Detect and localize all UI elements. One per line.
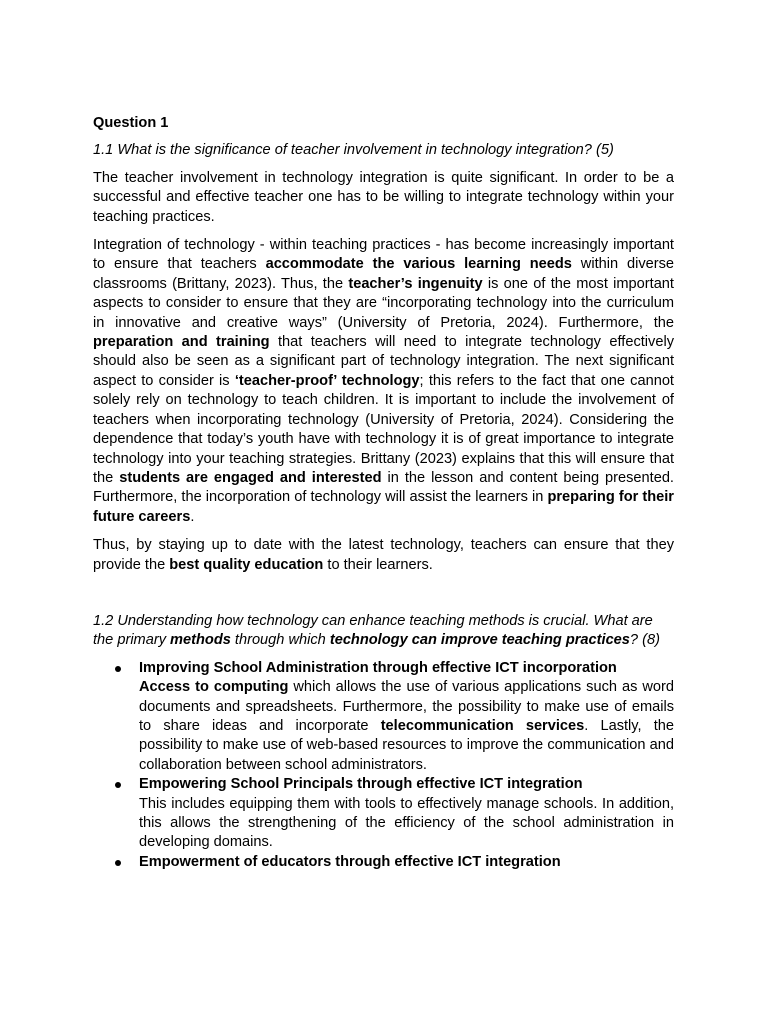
bold-text-run: teacher’s ingenuity	[348, 275, 483, 292]
text-run: which allows the use of various applications such as word documents and spreadsheets. Furthermore, the possibility to make use of emails to share ideas and incorporate	[139, 679, 674, 734]
methods-list	[93, 659, 674, 872]
paragraph-1: The teacher involvement in technology integration is quite significant. In order to be a successful and effective teacher one has to be willing to integrate technology within your teaching practices.	[93, 169, 674, 225]
bold-text-run: ‘teacher-proof’ technology	[234, 372, 420, 389]
list-item-body	[139, 795, 674, 853]
bold-text-run: Access to computing	[139, 679, 289, 696]
bold-text-run: technology can improve teaching practices	[329, 632, 630, 649]
text-run: in the lesson and content being presented. Furthermore, the incorporation of technology will assist the learners in	[93, 469, 674, 506]
list-item-title: Empowering School Principals through effective ICT integration	[139, 776, 583, 793]
text-run: ; this refers to the fact that one cannot solely rely on technology to teach children. It is important to include the involvement of teachers when incorporating technology (University of Pretoria, 2024). Considering the dependence that today’s youth have with technology it is of great importance to integrate technology into your teaching strategies. Brittany (2023) explains that this will ensure that the	[93, 372, 674, 486]
document-page	[93, 114, 674, 872]
list-item	[93, 775, 674, 853]
question-1-2	[93, 612, 674, 651]
list-item	[93, 659, 674, 775]
text-run: through which	[230, 632, 330, 649]
bold-text-run: accommodate the various learning needs	[265, 256, 572, 273]
section-spacer	[93, 584, 674, 612]
bold-text-run: students are engaged and interested	[119, 469, 382, 486]
text-run: that teachers will need to integrate technology effectively should also be seen as a significant part of technology integration. The next significant aspect to consider is	[93, 334, 674, 389]
text-run: Integration of technology - within teaching practices - has become increasingly important to ensure that teachers	[93, 237, 674, 273]
text-run: Thus, by staying up to date with the latest technology, teachers can ensure that they provide the	[93, 537, 674, 573]
bold-text-run: telecommunication services	[380, 717, 585, 734]
bold-text-run: preparing for their future careers	[93, 489, 674, 525]
text-run: .	[190, 508, 195, 525]
bold-text-run: best quality education	[169, 556, 324, 573]
text-run: ? (8)	[629, 632, 660, 649]
text-run: is one of the most important aspects to consider to ensure that they are “incorporating technology into the curriculum in innovative and creative ways” (University of Pretoria, 2024). Furthermore, the	[93, 275, 674, 331]
bullet-dot-icon	[115, 860, 121, 866]
list-item-title: Empowerment of educators through effective ICT integration	[139, 853, 561, 870]
text-run: This includes equipping them with tools to effectively manage schools. In addition, this allows the strengthening of the efficiency of the school administration in developing domains.	[139, 795, 674, 851]
text-run: within diverse classrooms (Brittany, 2023). Thus, the	[93, 256, 675, 292]
text-run: to their learners.	[323, 556, 433, 573]
bold-text-run: methods	[170, 632, 231, 649]
list-item	[93, 853, 674, 872]
paragraph-2	[93, 236, 674, 527]
list-item-body	[139, 678, 674, 775]
bullet-dot-icon	[115, 782, 121, 788]
text-run: . Lastly, the possibility to make use of web-based resources to improve the communication and collaboration between school administrators.	[139, 717, 675, 773]
bullet-dot-icon	[115, 666, 121, 672]
question-heading: Question 1	[93, 115, 169, 131]
question-1-1: 1.1 What is the significance of teacher involvement in technology integration? (5)	[93, 142, 614, 159]
paragraph-3	[93, 536, 674, 575]
text-run: 1.2 Understanding how technology can enhance teaching methods is crucial. What are the primary	[93, 612, 653, 649]
list-item-title: Improving School Administration through effective ICT incorporation	[139, 659, 617, 676]
bold-text-run: preparation and training	[93, 334, 270, 351]
